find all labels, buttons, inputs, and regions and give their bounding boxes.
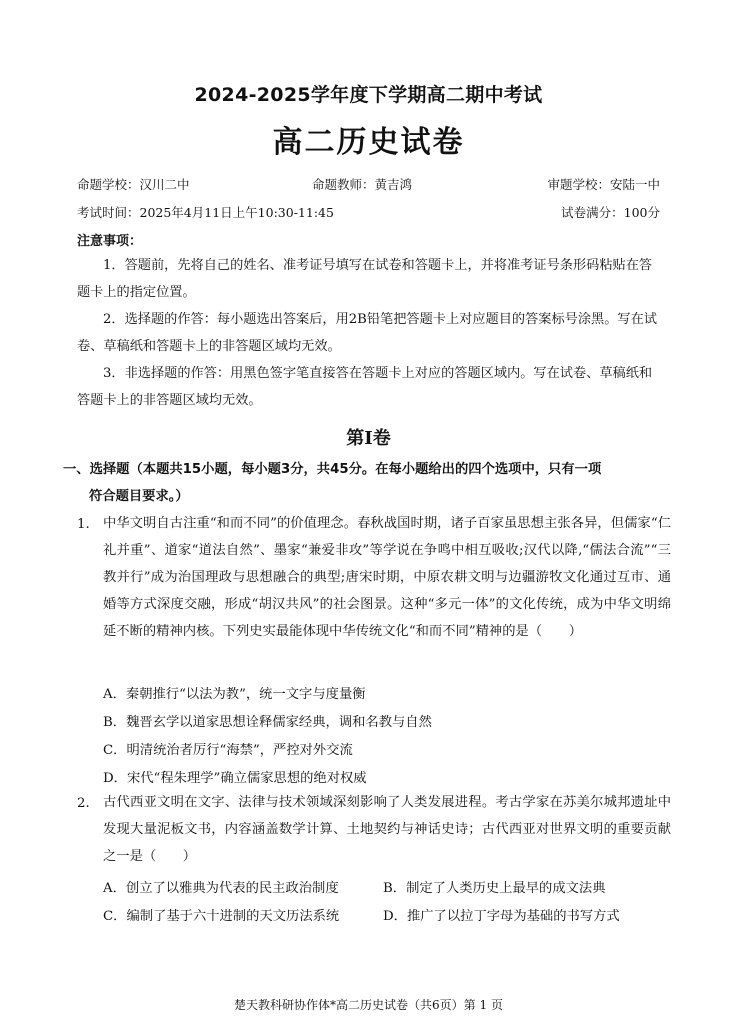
notes-list bbox=[77, 252, 661, 414]
page-footer: 楚天教科研协作体*高二历史试卷（共6页）第 1 页 bbox=[234, 998, 503, 1012]
full-score: 试卷满分：100分 bbox=[561, 205, 660, 220]
section-title: 第Ⅰ卷 bbox=[346, 428, 391, 449]
option-c: C．编制了基于六十进制的天文历法系统 bbox=[103, 909, 340, 924]
exam-time: 考试时间：2025年4月11日上午10:30-11:45 bbox=[77, 205, 334, 220]
part-heading-line1: 一、选择题（本题共15小题，每小题3分，共45分。在每小题给出的四个选项中，只有一项 bbox=[63, 462, 602, 477]
note-item: 2．选择题的作答：每小题选出答案后，用2B铅笔把答题卡上对应题目的答案标号涂黑。写在试卷、草稿纸和答题卡上的非答题区域均无效。 bbox=[77, 312, 657, 354]
question-number: 1. bbox=[77, 517, 90, 532]
question-stem: 中华文明自古注重“和而不同”的价值理念。春秋战国时期，诸子百家虽思想主张各异，但儒家“仁礼并重”、道家“道法自然”、墨家“兼爱非攻”等学说在争鸣中相互吸收;汉代以降,“儒法合流”“三教并行”成为治国理政与思想融合的典型;唐宋时期，中原农耕文明与边疆游牧文化通过互市、通婚等方式深度交融，形成“胡汉共风”的社会图景。这种“多元一体”的文化传统，成为中华文明绵延不断的精神内核。下列史实最能体现中华传统文化“和而不同”精神的是（ ） bbox=[103, 516, 671, 639]
paper-subtitle: 高二历史试卷 bbox=[272, 125, 465, 160]
option-a: A．秦朝推行“以法为教”，统一文字与度量衡 bbox=[103, 687, 366, 702]
option-a: A．创立了以雅典为代表的民主政治制度 bbox=[103, 881, 339, 896]
note-item: 3．非选择题的作答：用黑色签字笔直接答在答题卡上对应的答题区域内。写在试卷、草稿纸和答题卡上的非答题区域均无效。 bbox=[77, 366, 653, 408]
notes-heading: 注意事项： bbox=[77, 234, 143, 249]
part-heading-line2: 符合题目要求。） bbox=[89, 489, 189, 504]
option-d: D．推广了以拉丁字母为基础的书写方式 bbox=[383, 909, 620, 924]
author-teacher: 命题教师：黄吉鸿 bbox=[312, 177, 413, 192]
part-heading bbox=[63, 456, 673, 510]
option-b: B．制定了人类历史上最早的成文法典 bbox=[383, 881, 606, 896]
exam-title: 2024-2025学年度下学期高二期中考试 bbox=[194, 84, 543, 106]
author-school: 命题学校：汉川二中 bbox=[77, 177, 190, 192]
question-number: 2. bbox=[77, 796, 90, 811]
option-b: B．魏晋玄学以道家思想诠释儒家经典，调和名教与自然 bbox=[103, 715, 432, 730]
option-c: C．明清统治者厉行“海禁”，严控对外交流 bbox=[103, 743, 353, 758]
note-item: 1．答题前，先将自己的姓名、准考证号填写在试卷和答题卡上，并将准考证号条形码粘贴在答题卡上的指定位置。 bbox=[77, 258, 653, 300]
review-school: 审题学校：安陆一中 bbox=[547, 177, 660, 192]
option-d: D．宋代“程朱理学”确立儒家思想的绝对权威 bbox=[103, 771, 367, 786]
question-stem: 古代西亚文明在文字、法律与技术领域深刻影响了人类发展进程。考古学家在苏美尔城邦遗址中发现大量泥板文书，内容涵盖数学计算、土地契约与神话史诗；古代西亚对世界文明的重要贡献之一是（ ） bbox=[103, 795, 671, 864]
